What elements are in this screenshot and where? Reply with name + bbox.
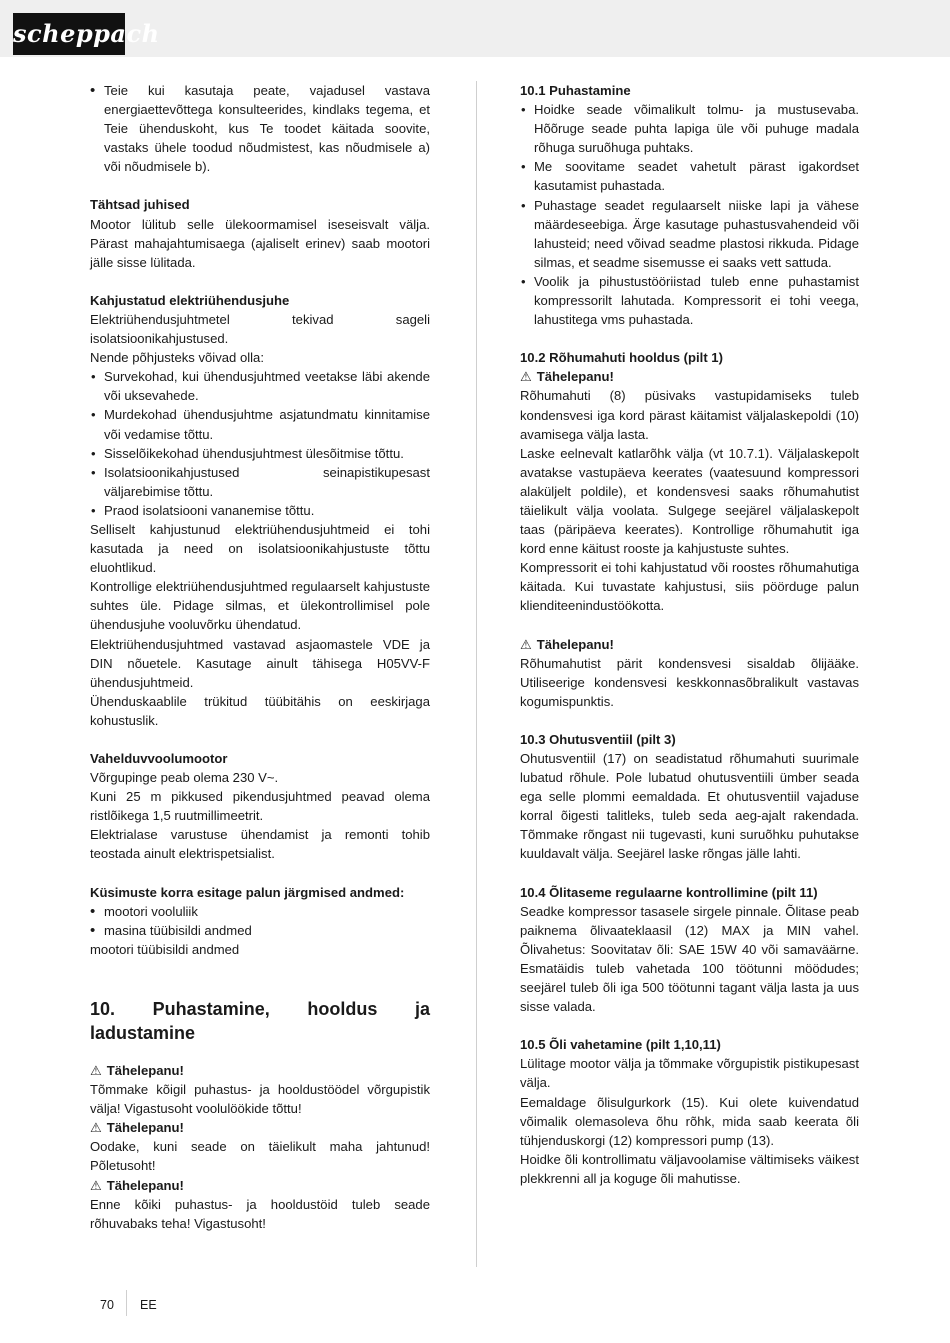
footer-divider <box>126 1290 127 1316</box>
paragraph: Kuni 25 m pikkused pikendusjuhtmed peavad olema ristlõikega 1,5 ruutmillimeetrit. <box>90 789 430 824</box>
paragraph: Ohutusventiil (17) on seadistatud rõhumahuti suurimale lubatud rõhule. Pole lubatud ohutusventiili ümber seada ega selle plommi eemaldada. Et ohutusventiil vajaduse korral õigesti talitleks, tuleb seda aeg-ajalt rakendada. Tõmmake rõngast nii tugevasti, kuni suruõhku puhutakse kuuldavalt välja. Seejärel laske rõngas jälle lahti. <box>520 751 859 862</box>
paragraph: Oodake, kuni seade on täielikult maha jahtunud! Põletusoht! <box>90 1139 430 1174</box>
section-10-2-heading: 10.2 Rõhumahuti hooldus (pilt 1) <box>520 350 723 366</box>
damaged-cable-heading: Kahjustatud elektriühendusjuhe <box>90 292 290 308</box>
important-heading: Tähtsad juhised <box>90 197 190 213</box>
section-10-3-heading: 10.3 Ohutusventiil (pilt 3) <box>520 731 676 747</box>
paragraph: mootori tüübisildi andmed <box>90 941 240 957</box>
section-10-1-heading: 10.1 Puhastamine <box>520 83 631 98</box>
warning-icon: ⚠ <box>90 1062 102 1078</box>
warning-icon: ⚠ <box>520 636 532 652</box>
paragraph: Enne kõiki puhastus- ja hooldustöid tuleb seade rõhuvabaks teha! Vigastusoht! <box>90 1196 430 1231</box>
warning-label: Tähelepanu! <box>106 1177 184 1193</box>
paragraph: Selliselt kahjustunud elektriühendusjuhtmeid ei tohi kasutada ja need on isolatsioonikahjustuste tõttu eluohtlikud. <box>90 521 430 576</box>
questions-list <box>90 902 430 940</box>
warning-icon: ⚠ <box>520 369 532 385</box>
list-item: • Voolik ja pihustustööriistad tuleb enne puhastamist kompressorilt lahutada. Kompressorit ei tohi veega, lahustitega vms puhastada. <box>520 272 859 329</box>
paragraph: Kontrollige elektriühendusjuhtmed regulaarselt kahjustuste suhtes üle. Pidage silmas, et ülekontrollimisel pole ühendusjuhe vooluvõrku ühendatud. <box>90 579 430 633</box>
page-number: 70 <box>100 1298 114 1312</box>
paragraph: Ühenduskaablile trükitud tüübitähis on eeskirjaga kohustuslik. <box>90 693 430 728</box>
warning-icon: ⚠ <box>90 1177 102 1193</box>
paragraph: Elektriühendusjuhtmetel tekivad sageli isolatsioonikahjustused. <box>90 311 430 347</box>
warning-heading <box>520 635 859 654</box>
warning-label: Tähelepanu! <box>106 1062 184 1078</box>
paragraph: Hoidke õli kontrollimatu väljavoolamise vältimiseks väikest plekkrenni all ja koguge õli mahutisse. <box>520 1151 859 1186</box>
warning-label: Tähelepanu! <box>106 1120 184 1136</box>
cleaning-list <box>520 100 859 329</box>
left-column <box>90 81 430 1233</box>
list-item: • Isolatsioonikahjustused seinapistikupesast väljarebimise tõttu. <box>90 463 430 501</box>
language-code: EE <box>140 1298 157 1312</box>
column-divider <box>476 81 477 1267</box>
brand-logo <box>13 13 160 55</box>
paragraph: Eemaldage õlisulgurkork (15). Kui olete kuivendatud võimalik olemasoleva õhu rõhk, mida saab keerata õli tühjenduskorgi (12) kompressori pump (13). <box>520 1094 859 1148</box>
paragraph: Rõhumahuti (8) püsivaks vastupidamiseks tuleb kondensvesi iga kord pärast käitamist väljalaskepoldi (10) avamisega välja lasta. <box>520 388 859 442</box>
list-item: • Murdekohad ühendusjuhtme asjatundmatu kinnitamise või vedamise tõttu. <box>90 405 430 443</box>
warning-heading <box>90 1061 430 1080</box>
paragraph: Elektrialase varustuse ühendamist ja remonti tohib teostada ainult elektrispetsialist. <box>90 827 430 862</box>
questions-heading: Küsimuste korra esitage palun järgmised andmed: <box>90 884 405 900</box>
list-item: • Praod isolatsiooni vananemise tõttu. <box>90 501 430 520</box>
warning-label: Tähelepanu! <box>536 369 614 385</box>
list-item: • masina tüübisildi andmed <box>90 921 430 940</box>
ac-motor-heading: Vahelduvvoolumootor <box>90 751 228 766</box>
warning-label: Tähelepanu! <box>536 636 614 652</box>
list-item: • Survekohad, kui ühendusjuhtmed veetakse läbi akende või uksevahede. <box>90 367 430 405</box>
paragraph: Elektriühendusjuhtmed vastavad asjaomastele VDE ja DIN nõuetele. Kasutage ainult tähisega H05VV-F ühendusjuhtmeid. <box>90 636 430 690</box>
logo-text: scheppach <box>13 19 160 48</box>
paragraph: Tõmmake kõigil puhastus- ja hooldustöödel võrgupistik välja! Vigastusoht voolulöökide tõttu! <box>90 1082 430 1117</box>
warning-heading <box>90 1176 430 1195</box>
important-text: Mootor lülitub selle ülekoormamisel iseseisvalt välja. Pärast mahajahtumisaega (ajaliselt erinev) saab mootori jälle sisse lülitada. <box>90 216 430 270</box>
warning-heading <box>90 1118 430 1137</box>
list-item: • mootori vooluliik <box>90 902 430 921</box>
right-column <box>520 81 859 1188</box>
list-item: • Puhastage seadet regulaarselt niiske lapi ja vähese määrdeseebiga. Ärge kasutage puhastusvahendeid või lahusteid; need võivad seadme plastosi rikkuda. Pidage silmas, et seadme sisemusse ei saaks vett sattuda. <box>520 196 859 272</box>
section-10-4-heading: 10.4 Õlitaseme regulaarne kontrollimine (pilt 11) <box>520 884 818 900</box>
paragraph: Lülitage mootor välja ja tõmmake võrgupistik pistikupesast välja. <box>520 1056 859 1091</box>
list-item: • Me soovitame seadet vahetult pärast igakordset kasutamist puhastada. <box>520 157 859 195</box>
section-10-5-heading: 10.5 Õli vahetamine (pilt 1,10,11) <box>520 1037 721 1053</box>
paragraph: Rõhumahutist pärit kondensvesi sisaldab õlijääke. Utiliseerige kondensvesi keskkonnasõbralikult vastavas kogumispunktis. <box>520 655 859 709</box>
paragraph: Laske eelnevalt katlarõhk välja (vt 10.7.1). Väljalaskepolt avatakse vastupäeva keerates (vaatesuund kompressori alaküljelt poldile), et kondensvesi saaks rõhumahutist täielikult välja voolata. Sulgege seejärel väljalaskepolt taas (päripäeva keerates). Kontrollige rõhumahutit iga kord enne käitust rooste ja kahjustuste suhtes. <box>520 445 859 557</box>
list-item: • Sisselõikekohad ühendusjuhtmest ülesõitmise tõttu. <box>90 444 430 463</box>
paragraph: Kompressorit ei tohi kahjustatud või roostes rõhumahutiga käitada. Kui tuvastate kahjustusi, siis pöörduge palun klienditeenindustöökotta. <box>520 560 859 614</box>
paragraph: Seadke kompressor tasasele sirgele pinnale. Õlitase peab paiknema õlivaateklaasil (12) MAX ja MIN vahel. Õlivahetus: Soovitatav õli: SAE 15W 40 või samaväärne. Esmatäidis tuleb vahetada 100 töötunni möödudes; seejärel tuleb õli iga 500 töötunni tagant välja lasta ja uus sisse valada. <box>520 903 859 1015</box>
warning-heading <box>520 367 859 386</box>
list-item: • Teie kui kasutaja peate, vajadusel vastava energiaettevõttega konsulteerides, kindlaks tegema, et Teie ühenduskoht, kus Te toodet käitada soovite, vastaks ühele toodud nõudmistest, kas nõudmisele a) või nõudmisele b). <box>90 81 430 176</box>
chapter-title: 10. Puhastamine, hooldus ja ladustamine <box>90 998 430 1043</box>
paragraph: Võrgupinge peab olema 230 V~. <box>90 770 279 786</box>
warning-icon: ⚠ <box>90 1120 102 1136</box>
damage-causes-list <box>90 367 430 520</box>
paragraph: Nende põhjusteks võivad olla: <box>90 350 264 366</box>
list-item: • Hoidke seade võimalikult tolmu- ja mustusevaba. Hõõruge seade puhta lapiga üle või puhuge madala rõhuga suruõhuga puhtaks. <box>520 100 859 157</box>
intro-list <box>90 81 430 176</box>
